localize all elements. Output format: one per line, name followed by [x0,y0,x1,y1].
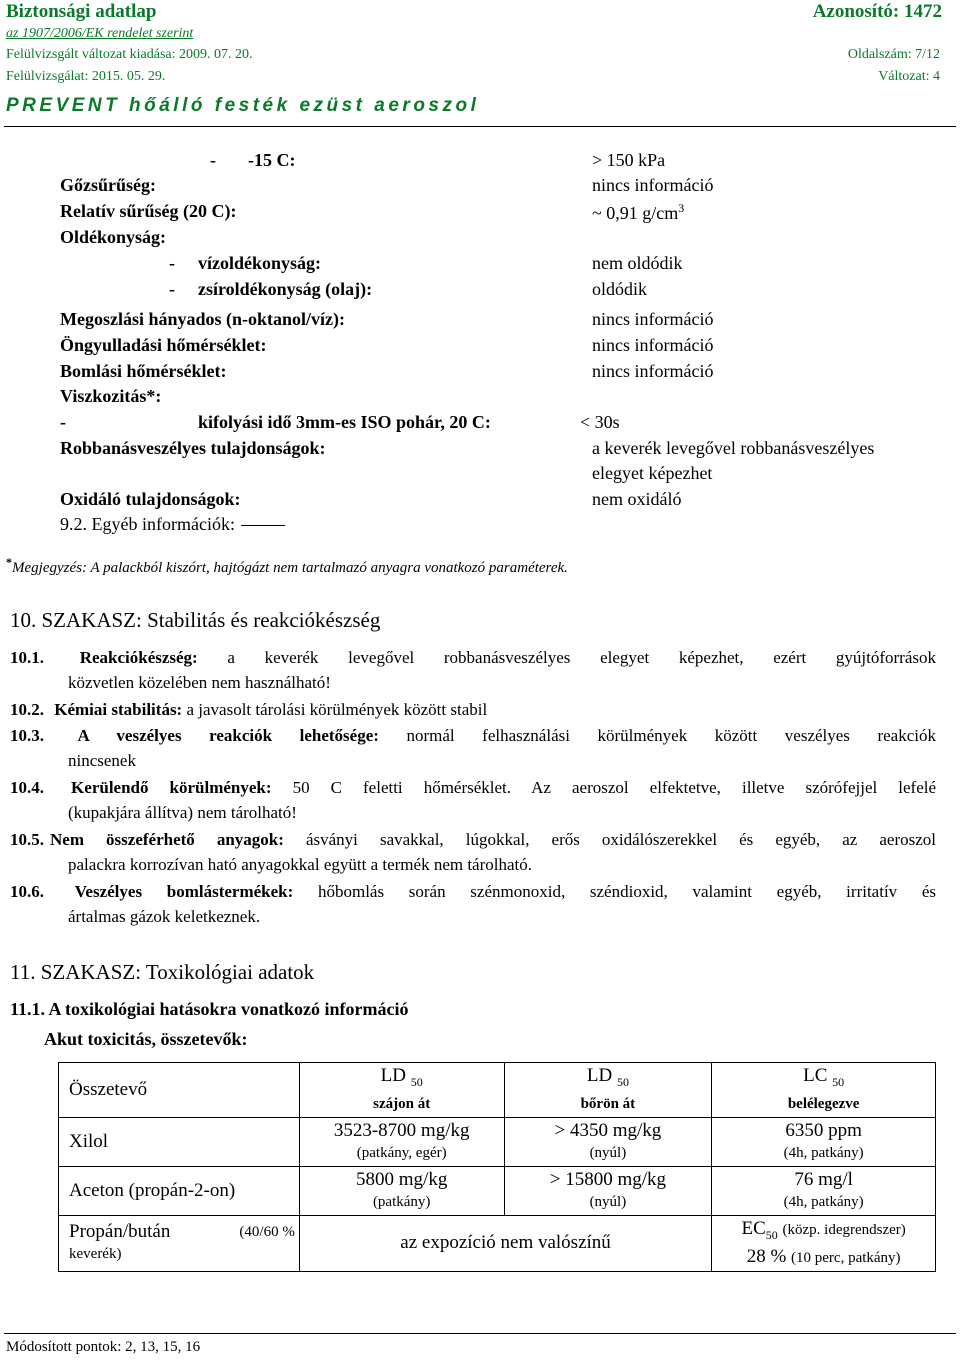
cell-value: 3523-8700 mg/kg [333,1119,470,1141]
review-date: Felülvizsgálat: 2015. 05. 29. [6,69,166,84]
item-text: (kupakjára állítva) nem tárolható! [68,803,297,822]
item-text: ásványi savakkal, lúgokkal, erős oxidálószerekkel és egyéb, az aeroszol [305,830,937,849]
ld-sub: 50 [616,1074,629,1089]
item-number: 10.3. [10,726,44,745]
section-11-title: 11. SZAKASZ: Toxikológiai adatok [10,960,315,984]
cell-note: (10 perc, patkány) [791,1249,901,1266]
prop-dash: - [60,412,66,432]
product-name: PREVENT hőálló festék ezüst aeroszol [6,95,480,116]
component-name-part: (40/60 % [239,1224,295,1241]
route-dermal: bőrön át [580,1095,636,1112]
footer-modified-points: Módosított pontok: 2, 13, 15, 16 [6,1339,201,1355]
table-cell [712,1166,936,1215]
header-ld50-oral [299,1063,504,1118]
footnote-text: Megjegyzés: A palackból kiszórt, hajtógázt nem tartalmazó anyagra vonatkozó paraméterek. [12,560,568,576]
item-text: palackra korrozívan ható anyagokkal együtt a termék nem tárolható. [68,855,533,874]
table-row [59,1117,936,1166]
item-number: 10.6. [10,882,44,901]
prop-label: Oldékonyság: [60,227,167,247]
component-name: Xilol [59,1117,300,1166]
prop-dash: - [210,150,216,170]
merged-cell: az expozíció nem valószínű [299,1215,711,1271]
cell-note: (nyúl) [589,1193,627,1210]
empty-value-dash [241,525,285,526]
table-cell [504,1166,712,1215]
section-10-6 [10,879,936,929]
item-text: ártalmas gázok keletkeznek. [68,907,261,926]
section-10-4 [10,775,936,825]
prop-value: oldódik [592,279,648,299]
page-number: Oldalszám: 7/12 [847,47,940,62]
other-info-label: 9.2. Egyéb információk: [60,514,235,534]
density-value: ~ 0,91 g/cm [592,203,679,223]
section-11-1-title: 11.1. A toxikológiai hatásokra vonatkozó információ [10,999,409,1019]
item-text: nincsenek [68,751,136,770]
prop-dash: - [169,279,175,299]
cell-value: > 15800 mg/kg [549,1168,667,1190]
table-cell [712,1117,936,1166]
item-number: 10.1. [10,648,44,667]
route-oral: szájon át [373,1095,431,1112]
component-name [59,1215,300,1271]
table-cell [299,1166,504,1215]
item-text: a javasolt tárolási körülmények között stabil [186,700,488,719]
cell-value: 6350 ppm [785,1119,862,1141]
prop-label [60,514,285,535]
prop-value: < 30s [580,412,620,432]
ld-label: LD [380,1065,406,1086]
component-name-part: keverék) [69,1246,122,1263]
prop-label: Gőzsűrűség: [60,175,156,195]
cell-note: (4h, patkány) [783,1144,864,1161]
acute-toxicity-title: Akut toxicitás, összetevők: [44,1029,248,1049]
prop-label: zsíroldékonyság (olaj): [198,279,373,299]
item-heading: Kémiai stabilitás: [54,700,183,719]
section-10-3 [10,723,936,773]
document-title: Biztonsági adatlap [6,1,157,22]
section-10-5 [10,827,936,877]
cell-note: (patkány) [372,1193,431,1210]
route-inhalation: belélegezve [787,1095,860,1112]
prop-value: nincs információ [592,335,714,355]
item-heading: Kerülendő körülmények: [71,778,272,797]
section-10-title: 10. SZAKASZ: Stabilitás és reakciókészség [10,608,381,632]
table-cell [504,1117,712,1166]
prop-dash: - [169,253,175,273]
cell-note: (közp. idegrendszer) [782,1221,906,1238]
header-lc50-inhalation [712,1063,936,1118]
section-10-1 [10,645,936,695]
revised-issue: Felülvizsgált változat kiadása: 2009. 07. 20. [6,47,253,62]
cell-value: 28 % [746,1245,787,1267]
header-divider [4,126,956,127]
item-text: hőbomlás során szénmonoxid, széndioxid, valamint egyéb, irritatív és [317,882,937,901]
cell-value: 5800 mg/kg [356,1168,448,1190]
footnote [6,555,568,577]
prop-label: Oxidáló tulajdonságok: [60,489,241,509]
ld-label: LD [586,1065,613,1086]
item-number: 10.5. [10,830,44,849]
toxicity-table [58,1062,936,1272]
table-header-row [59,1063,936,1118]
prop-value: a keverék levegővel robbanásveszélyes [592,438,875,458]
item-heading: Veszélyes bomlástermékek: [74,882,294,901]
prop-value: elegyet képezhet [592,463,713,483]
ec-label: EC [741,1217,766,1239]
prop-value: nincs információ [592,175,714,195]
item-text: normál felhasználási körülmények között veszélyes reakciók [406,726,936,745]
item-heading: A veszélyes reakciók lehetősége: [77,726,379,745]
table-cell [712,1215,936,1271]
cell-note: (4h, patkány) [783,1193,864,1210]
prop-label: vízoldékonyság: [198,253,322,273]
prop-label: Megoszlási hányados (n-oktanol/víz): [60,309,346,329]
item-heading: Reakciókészség: [79,648,198,667]
item-text: közvetlen közelében nem használható! [68,673,331,692]
ec-sub: 50 [765,1227,778,1242]
item-text: 50 C feletti hőmérséklet. Az aeroszol elfektetve, illetve szórófejjel lefelé [292,778,937,797]
prop-value [592,201,684,224]
component-name-part: Propán/bután [69,1221,171,1243]
lc-label: LC [803,1065,828,1086]
prop-value: > 150 kPa [592,150,666,170]
prop-label: Öngyulladási hőmérséklet: [60,335,267,355]
document-id: Azonosító: 1472 [812,1,942,22]
prop-label: Relatív sűrűség (20 C): [60,201,237,221]
prop-label: kifolyási idő 3mm-es ISO pohár, 20 C: [198,412,491,432]
table-row [59,1166,936,1215]
footnote-asterisk: * [6,555,12,569]
prop-label: Bomlási hőmérséklet: [60,361,227,381]
cell-value: 76 mg/l [794,1168,853,1190]
item-heading: Nem összeférhető anyagok: [50,830,284,849]
header-ld50-dermal [504,1063,712,1118]
density-unit-exponent: 3 [678,201,685,215]
prop-value: nem oxidáló [592,489,682,509]
cell-note: (patkány, egér) [356,1144,447,1161]
prop-label: -15 C: [248,150,296,170]
cell-value: > 4350 mg/kg [554,1119,662,1141]
footer-divider [4,1333,956,1334]
table-row [59,1215,936,1271]
prop-label: Robbanásveszélyes tulajdonságok: [60,438,326,458]
prop-value: nincs információ [592,361,714,381]
header-component: Összetevő [59,1063,300,1118]
ld-sub: 50 [410,1074,423,1089]
version: Változat: 4 [878,69,940,84]
prop-value: nincs információ [592,309,714,329]
cell-note: (nyúl) [589,1144,627,1161]
regulation-link[interactable]: az 1907/2006/EK rendelet szerint [6,26,194,41]
prop-label: Viszkozitás*: [60,386,162,406]
section-10-2 [10,697,936,722]
item-number: 10.2. [10,700,44,719]
lc-sub: 50 [832,1074,845,1089]
table-cell [299,1117,504,1166]
component-name: Aceton (propán-2-on) [59,1166,300,1215]
item-text: a keverék levegővel robbanásveszélyes elegyet képezhet, ezért gyújtóforrások [227,648,936,667]
prop-value: nem oldódik [592,253,683,273]
item-number: 10.4. [10,778,44,797]
